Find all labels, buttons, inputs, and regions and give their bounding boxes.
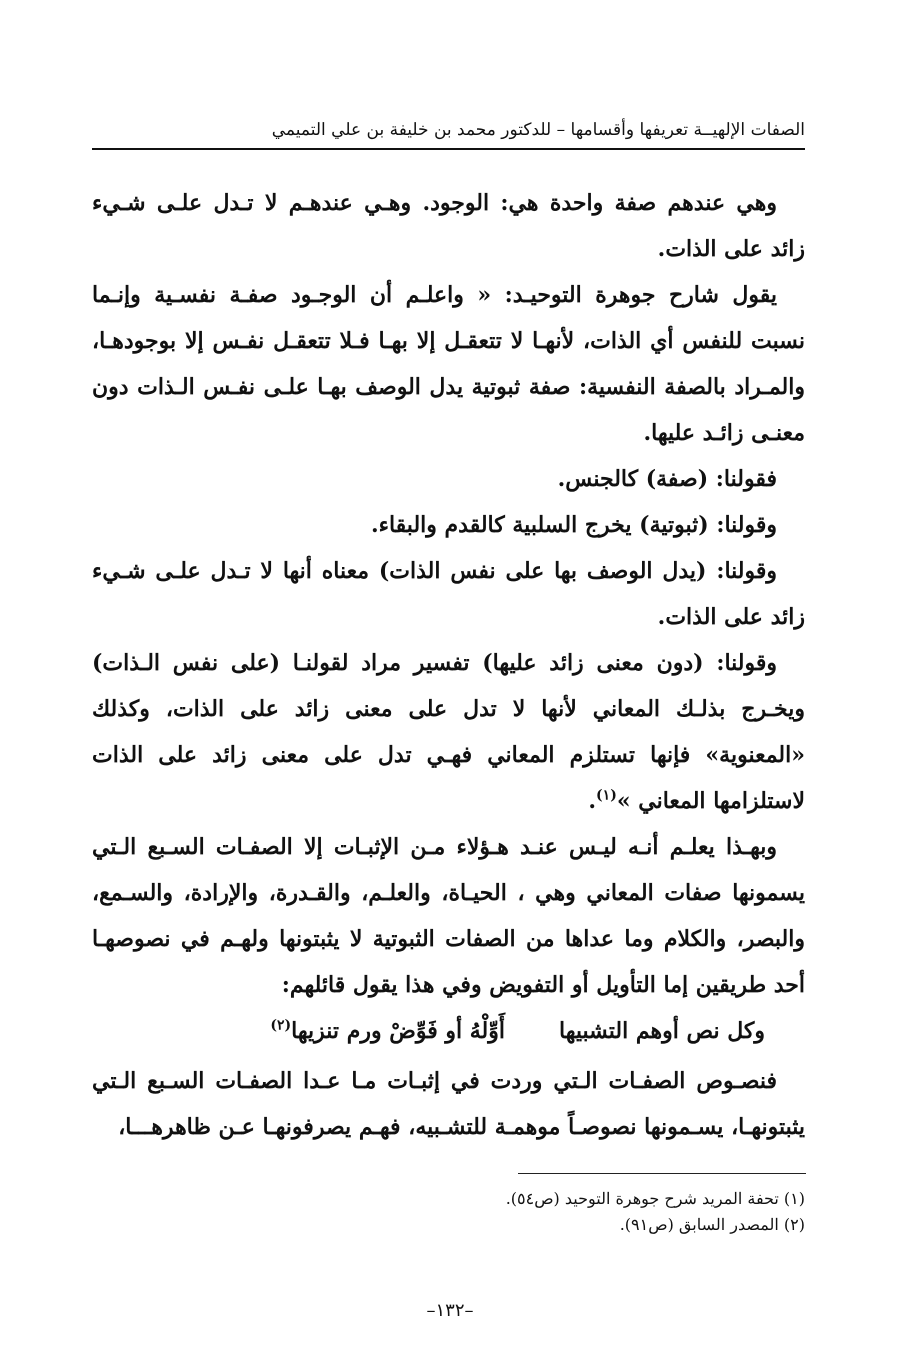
page-number: –١٣٢–: [426, 1300, 474, 1321]
paragraph-6: وقولنا: (دون معنى زائد عليها) تفسير مراد لقولنـا (على نفس الـذات) ويخـرج بذلـك المعاني لأنها لا تدل على معنى زائد على الذات، وكذلك «المعنوية» فإنها تستلزم المعاني فهـي تدل على معنى زائد على الذات لاستلزامها المعاني »$^{(١)}$.: [92, 650, 805, 814]
footnote-2: (٢) المصدر السابق (ص٩١).: [619, 1215, 805, 1234]
verse-hemistich-2-text: أَوِّلْهُ أو فَوِّضْ ورم تنزيها: [291, 1018, 505, 1044]
footnote-ref-2: (٢): [270, 1017, 292, 1034]
paragraph-3: فقولنا: (صفة) كالجنس.: [557, 466, 777, 492]
paragraph-8: فنصـوص الصفـات الـتي وردت في إثبـات مـا عـدا الصفـات السـبع الـتي يثبتونهـا، يسـمونها نصوصـاً موهمـة للتشـبيه، فهـم يصرفونهـا عـن ظاهرهـــا،: [92, 1068, 805, 1140]
paragraph-2: يقول شارح جوهرة التوحيـد: « واعلـم أن الوجـود صفـة نفسـية وإنـما نسبت للنفس أي الذات، لأنهـا لا تتعقـل إلا بهـا فـلا تتعقـل نفـس إلا بوجودهـا، والمـراد بالصفة النفسية: صفة ثبوتية يدل الوصف بهـا علـى نفـس الـذات دون معنـى زائـد عليها.: [92, 282, 805, 446]
footnote-divider: [518, 1173, 806, 1174]
poetry-verse: [92, 1008, 805, 1058]
footnotes: [92, 1186, 805, 1238]
paragraph-5: وقولنا: (يدل الوصف بها على نفس الذات) معناه أنها لا تـدل علـى شـيء زائد على الذات.: [92, 558, 805, 630]
running-header: الصفات الإلهيــة تعريفها وأقسامها – للدكتور محمد بن خليفة بن علي التميمي: [92, 112, 805, 150]
paragraph-6-text: وقولنا: (دون معنى زائد عليها) تفسير مراد لقولنـا (على نفس الـذات) ويخـرج بذلـك المعاني لأنها لا تدل على معنى زائد على الذات، وكذلك «المعنوية» فإنها تستلزم المعاني فهـي تدل على معنى زائد على الذات لاستلزامها المعاني »: [92, 650, 805, 814]
verse-hemistich-2: [270, 1008, 505, 1054]
main-text: [92, 180, 805, 1150]
footnote-ref-1: (١): [596, 787, 617, 804]
paragraph-1: وهي عندهم صفة واحدة هي: الوجود. وهـي عندهـم لا تـدل علـى شـيء زائد على الذات.: [92, 190, 805, 262]
paragraph-7: وبهـذا يعلـم أنـه ليـس عنـد هـؤلاء مـن الإثبـات إلا الصفـات السـبع الـتي يسمونها صفات المعاني وهي ، الحيـاة، والعلـم، والقـدرة، والإرادة، والسـمع، والبصر، والكلام وما عداها من الصفات الثبوتية لا يثبتونها ولهـم في نصوصهـا أحد طريقين إما التأويل أو التفويض وفي هذا يقول قائلهم:: [92, 834, 805, 998]
footnote-1: (١) تحفة المريد شرح جوهرة التوحيد (ص٥٤).: [505, 1189, 805, 1208]
paragraph-4: وقولنا: (ثبوتية) يخرج السلبية كالقدم والبقاء.: [370, 512, 777, 538]
verse-hemistich-1: وكل نص أوهم التشبيها: [559, 1018, 765, 1044]
